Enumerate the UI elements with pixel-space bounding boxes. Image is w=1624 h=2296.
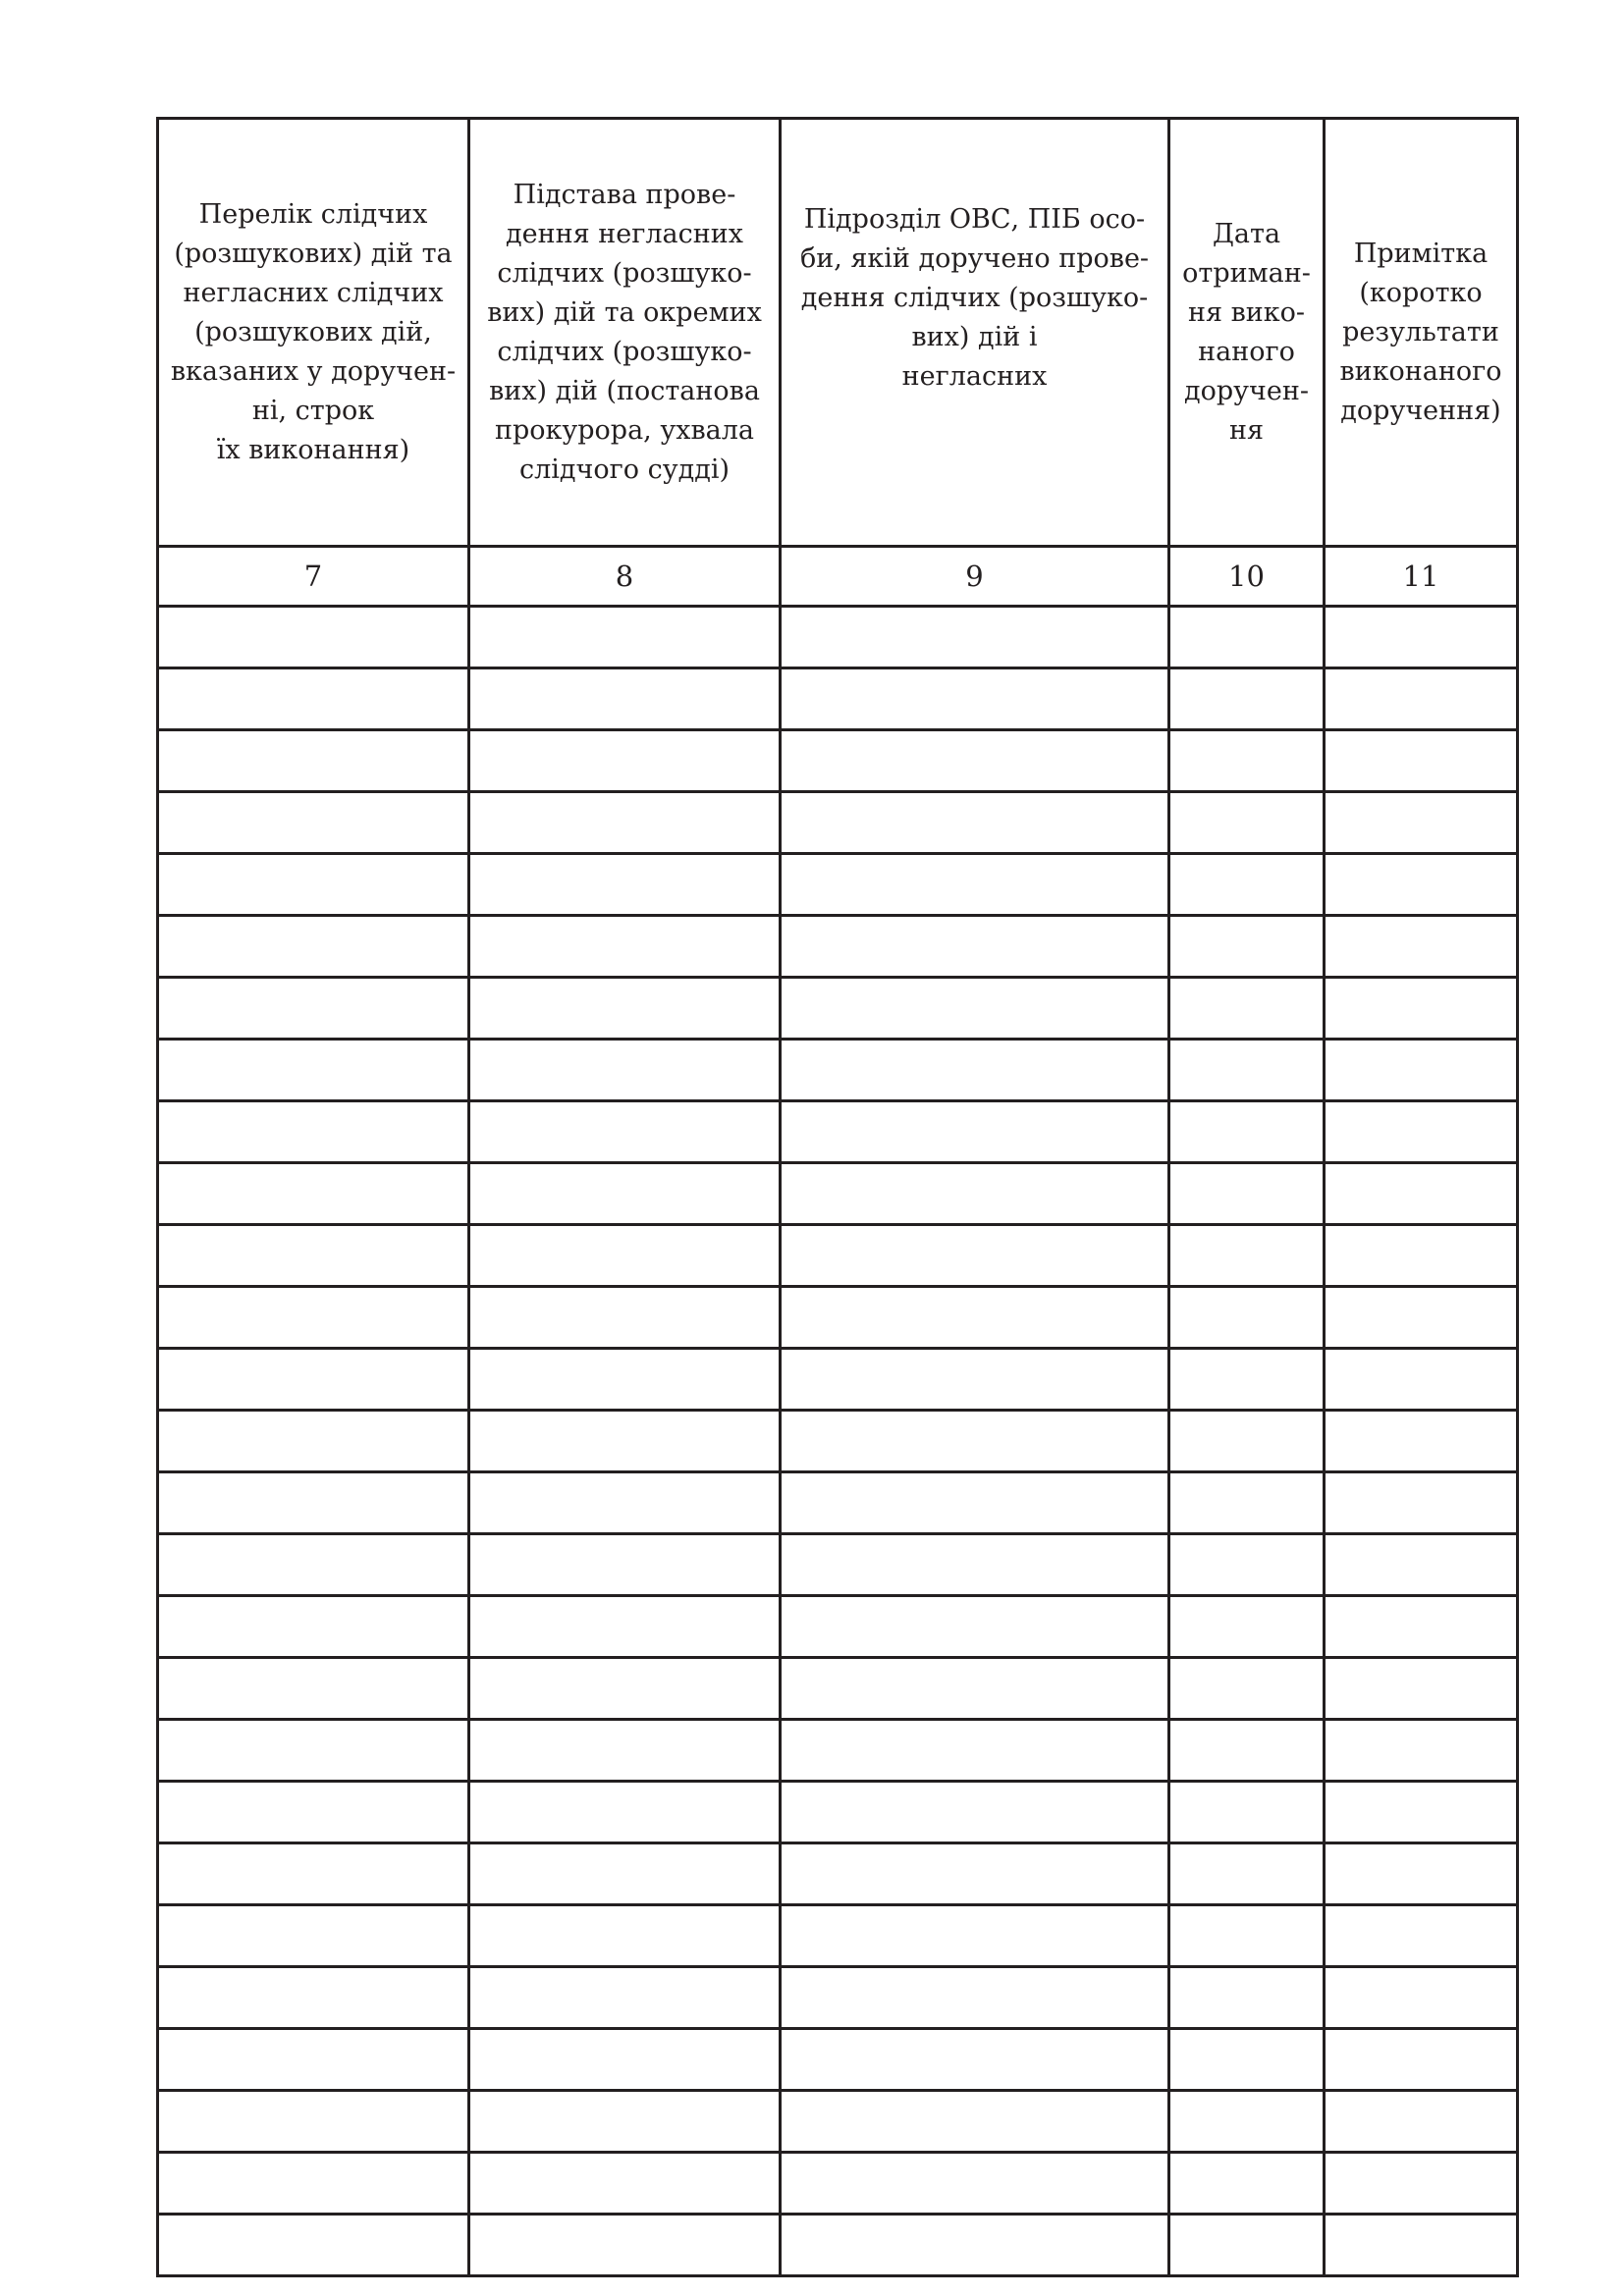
table-cell: [781, 978, 1169, 1040]
table-cell: [1325, 792, 1518, 854]
table-cell: [469, 730, 781, 792]
table-cell: [469, 1967, 781, 2029]
table-cell: [781, 1720, 1169, 1782]
header-actions-list: Перелік слідчих (розшукових) дій та негласних слідчих (розшукових дій, вказаних у доручен- ні, строк їх виконання): [158, 119, 469, 547]
table-cell: [1169, 1349, 1325, 1411]
table-cell: [469, 1596, 781, 1658]
table-cell: [469, 2215, 781, 2276]
table-cell: [469, 916, 781, 978]
table-cell: [158, 607, 469, 668]
table-row: [158, 2029, 1518, 2091]
table-cell: [781, 1411, 1169, 1472]
table-cell: [1169, 916, 1325, 978]
table-cell: [1169, 1472, 1325, 1534]
table-row: [158, 916, 1518, 978]
table-row: [158, 2215, 1518, 2276]
table-cell: [1325, 1843, 1518, 1905]
table-cell: [158, 2153, 469, 2215]
table-row: [158, 1287, 1518, 1349]
table-row: [158, 1905, 1518, 1967]
table-cell: [158, 1967, 469, 2029]
table-cell: [158, 2091, 469, 2153]
column-number: 8: [469, 547, 781, 607]
table-row: [158, 1720, 1518, 1782]
table-cell: [1169, 978, 1325, 1040]
table-cell: [1325, 1658, 1518, 1720]
table-row: [158, 978, 1518, 1040]
table-cell: [1325, 668, 1518, 730]
header-date-received: Дата отриман- ня вико- наного доручен- ня: [1169, 119, 1325, 547]
table-row: [158, 1225, 1518, 1287]
table-cell: [469, 1905, 781, 1967]
table-cell: [1169, 792, 1325, 854]
table-body: [158, 547, 1518, 2276]
table-row: [158, 1472, 1518, 1534]
table-cell: [781, 1843, 1169, 1905]
table-cell: [781, 1287, 1169, 1349]
table-cell: [469, 1472, 781, 1534]
table-cell: [158, 1782, 469, 1843]
table-row: [158, 1101, 1518, 1163]
table-cell: [158, 916, 469, 978]
table-cell: [158, 1101, 469, 1163]
table-cell: [158, 1843, 469, 1905]
table-cell: [158, 854, 469, 916]
table-cell: [1169, 1411, 1325, 1472]
table-cell: [469, 668, 781, 730]
table-cell: [781, 1782, 1169, 1843]
table-cell: [469, 792, 781, 854]
table-cell: [1325, 730, 1518, 792]
column-number: 7: [158, 547, 469, 607]
table-row: [158, 1411, 1518, 1472]
table-cell: [158, 792, 469, 854]
table-cell: [781, 1163, 1169, 1225]
table-cell: [781, 1472, 1169, 1534]
table-cell: [1169, 668, 1325, 730]
table-cell: [781, 1040, 1169, 1101]
column-number: 9: [781, 547, 1169, 607]
table-cell: [1325, 1782, 1518, 1843]
table-cell: [1169, 1658, 1325, 1720]
table-cell: [1169, 2215, 1325, 2276]
table-cell: [1169, 607, 1325, 668]
table-cell: [781, 668, 1169, 730]
table-cell: [1169, 1225, 1325, 1287]
table-row: [158, 1534, 1518, 1596]
table-cell: [1325, 1225, 1518, 1287]
table-cell: [1325, 1287, 1518, 1349]
table-cell: [158, 1040, 469, 1101]
table-cell: [469, 1287, 781, 1349]
table-cell: [1169, 1040, 1325, 1101]
table-cell: [469, 2029, 781, 2091]
table-cell: [469, 1534, 781, 1596]
table-cell: [158, 2029, 469, 2091]
table-cell: [158, 1349, 469, 1411]
table-cell: [781, 1225, 1169, 1287]
table-cell: [781, 2215, 1169, 2276]
table-cell: [1325, 607, 1518, 668]
table-cell: [1325, 978, 1518, 1040]
table-cell: [1325, 1101, 1518, 1163]
table-cell: [1325, 1349, 1518, 1411]
table-cell: [1169, 854, 1325, 916]
column-number: 10: [1169, 547, 1325, 607]
table-row: [158, 2091, 1518, 2153]
table-cell: [158, 1163, 469, 1225]
table-cell: [1325, 2153, 1518, 2215]
table-row: [158, 1843, 1518, 1905]
table-cell: [1325, 1040, 1518, 1101]
table-cell: [781, 792, 1169, 854]
table-cell: [1169, 1101, 1325, 1163]
table-cell: [1325, 2091, 1518, 2153]
table-cell: [158, 1534, 469, 1596]
table-row: [158, 854, 1518, 916]
table-cell: [469, 1782, 781, 1843]
table-cell: [158, 1905, 469, 1967]
table-row: [158, 607, 1518, 668]
table-cell: [1169, 1596, 1325, 1658]
table-cell: [781, 2153, 1169, 2215]
table-cell: [469, 1658, 781, 1720]
table-cell: [1169, 1782, 1325, 1843]
header-unit-person: Підрозділ ОВС, ПІБ осо- би, якій доручено прове- дення слідчих (розшуко- вих) дій і негласних: [781, 119, 1169, 547]
table-cell: [469, 1225, 781, 1287]
table-cell: [1169, 1720, 1325, 1782]
table-cell: [1169, 2153, 1325, 2215]
table-cell: [781, 1967, 1169, 2029]
table-cell: [158, 1596, 469, 1658]
table-cell: [1169, 1163, 1325, 1225]
table-cell: [1325, 916, 1518, 978]
table-cell: [1325, 1163, 1518, 1225]
table-cell: [1169, 1967, 1325, 2029]
table-cell: [469, 1720, 781, 1782]
table-cell: [469, 1101, 781, 1163]
table-cell: [469, 1349, 781, 1411]
table-cell: [1325, 2215, 1518, 2276]
table-cell: [1325, 854, 1518, 916]
register-table: [156, 117, 1519, 2277]
table-cell: [158, 1658, 469, 1720]
table-cell: [158, 668, 469, 730]
table-row: [158, 1782, 1518, 1843]
table-cell: [781, 1905, 1169, 1967]
table-cell: [781, 607, 1169, 668]
column-number-row: [158, 547, 1518, 607]
table-row: [158, 668, 1518, 730]
table-cell: [781, 730, 1169, 792]
table-row: [158, 792, 1518, 854]
table-cell: [1169, 1905, 1325, 1967]
table-cell: [469, 978, 781, 1040]
table-row: [158, 2153, 1518, 2215]
table-cell: [1325, 1411, 1518, 1472]
table-row: [158, 1658, 1518, 1720]
table-cell: [1169, 1843, 1325, 1905]
table-cell: [781, 854, 1169, 916]
table-cell: [469, 2153, 781, 2215]
table-cell: [469, 1163, 781, 1225]
table-cell: [158, 730, 469, 792]
table-cell: [469, 1843, 781, 1905]
table-cell: [781, 1349, 1169, 1411]
table-cell: [158, 2215, 469, 2276]
header-note: Примітка (коротко результати виконаного доручення): [1325, 119, 1518, 547]
table-cell: [469, 1411, 781, 1472]
table-cell: [781, 2029, 1169, 2091]
table-cell: [781, 1534, 1169, 1596]
table-row: [158, 1040, 1518, 1101]
table-row: [158, 1349, 1518, 1411]
table-cell: [1325, 1967, 1518, 2029]
table-row: [158, 1967, 1518, 2029]
table-cell: [469, 607, 781, 668]
table-cell: [1325, 1596, 1518, 1658]
table-cell: [469, 1040, 781, 1101]
table-cell: [469, 2091, 781, 2153]
table-cell: [781, 1658, 1169, 1720]
table-cell: [1325, 1720, 1518, 1782]
table-cell: [158, 978, 469, 1040]
table-row: [158, 730, 1518, 792]
table-cell: [1325, 2029, 1518, 2091]
column-number: 11: [1325, 547, 1518, 607]
table-cell: [781, 1596, 1169, 1658]
table-row: [158, 1596, 1518, 1658]
table-cell: [781, 916, 1169, 978]
table-cell: [1325, 1472, 1518, 1534]
table-cell: [1169, 1287, 1325, 1349]
table-cell: [158, 1225, 469, 1287]
table-cell: [781, 1101, 1169, 1163]
table-cell: [1169, 1534, 1325, 1596]
table-cell: [1169, 2091, 1325, 2153]
table-cell: [1325, 1534, 1518, 1596]
table-cell: [158, 1472, 469, 1534]
table-cell: [1325, 1905, 1518, 1967]
table-cell: [1169, 730, 1325, 792]
header-row: [158, 119, 1518, 547]
header-basis: Підстава прове- дення негласних слідчих (розшуко- вих) дій та окремих слідчих (розшуко- вих) дій (постанова прокурора, ухвала слідчого судді): [469, 119, 781, 547]
table-cell: [469, 854, 781, 916]
table-cell: [158, 1287, 469, 1349]
table-cell: [781, 2091, 1169, 2153]
table-cell: [158, 1720, 469, 1782]
table-cell: [158, 1411, 469, 1472]
table-row: [158, 1163, 1518, 1225]
table-cell: [1169, 2029, 1325, 2091]
